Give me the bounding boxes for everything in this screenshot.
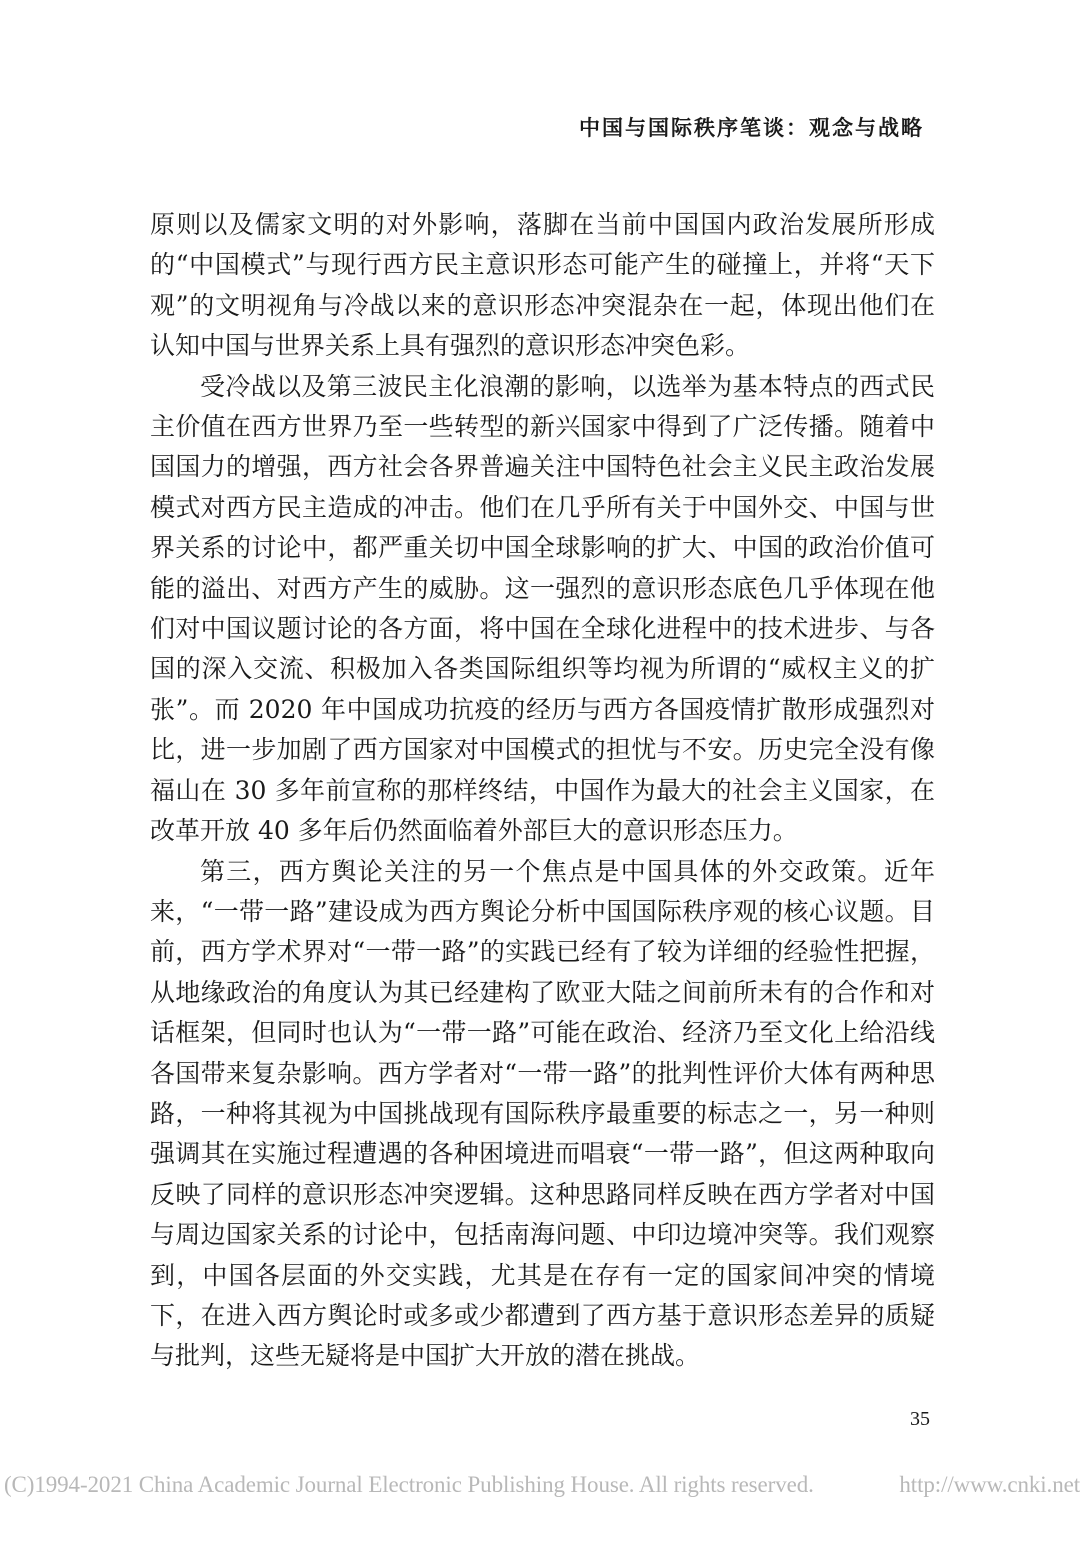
paragraph-continued: 原则以及儒家文明的对外影响，落脚在当前中国国内政治发展所形成的“中国模式”与现行西方民主意识形态可能产生的碰撞上，并将“天下观”的文明视角与冷战以来的意识形态冲突混杂在一起，体现出他们在认知中国与世界关系上具有强烈的意识形态冲突色彩。	[150, 210, 935, 361]
page-number: 35	[910, 1408, 930, 1430]
copyright-site-link[interactable]: http://www.cnki.net	[899, 1472, 1080, 1497]
paragraph: 受冷战以及第三波民主化浪潮的影响，以选举为基本特点的西式民主价值在西方世界乃至一些转型的新兴国家中得到了广泛传播。随着中国国力的增强，西方社会各界普遍关注中国特色社会主义民主政治发展模式对西方民主造成的冲击。他们在几乎所有关于中国外交、中国与世界关系的讨论中，都严重关切中国全球影响的扩大、中国的政治价值可能的溢出、对西方产生的威胁。这一强烈的意识形态底色几乎体现在他们对中国议题讨论的各方面，将中国在全球化进程中的技术进步、与各国的深入交流、积极加入各类国际组织等均视为所谓的“威权主义的扩张”。而 2020 年中国成功抗疫的经历与西方各国疫情扩散形成强烈对比，进一步加剧了西方国家对中国模式的担忧与不安。历史完全没有像福山在 30 多年前宣称的那样终结，中国作为最大的社会主义国家，在改革开放 40 多年后仍然面临着外部巨大的意识形态压力。	[150, 371, 935, 846]
paragraph: 第三，西方舆论关注的另一个焦点是中国具体的外交政策。近年来，“一带一路”建设成为西方舆论分析中国国际秩序观的核心议题。目前，西方学术界对“一带一路”的实践已经有了较为详细的经验性把握，从地缘政治的角度认为其已经建构了欧亚大陆之间前所未有的合作和对话框架，但同时也认为“一带一路”可能在政治、经济乃至文化上给沿线各国带来复杂影响。西方学者对“一带一路”的批判性评价大体有两种思路，一种将其视为中国挑战现有国际秩序最重要的标志之一，另一种则强调其在实施过程遭遇的各种困境进而唱衰“一带一路”，但这两种取向反映了同样的意识形态冲突逻辑。这种思路同样反映在西方学者对中国与周边国家关系的讨论中，包括南海问题、中印边境冲突等。我们观察到，中国各层面的外交实践，尤其是在存有一定的国家间冲突的情境下，在进入西方舆论时或多或少都遭到了西方基于意识形态差异的质疑与批判，这些无疑将是中国扩大开放的潜在挑战。	[150, 856, 935, 1371]
copyright-notice: (C)1994-2021 China Academic Journal Electronic Publishing House. All rights reserved.	[4, 1472, 814, 1497]
running-header-title: 中国与国际秩序笔谈：观念与战略	[579, 115, 924, 140]
article-body	[150, 205, 935, 1377]
